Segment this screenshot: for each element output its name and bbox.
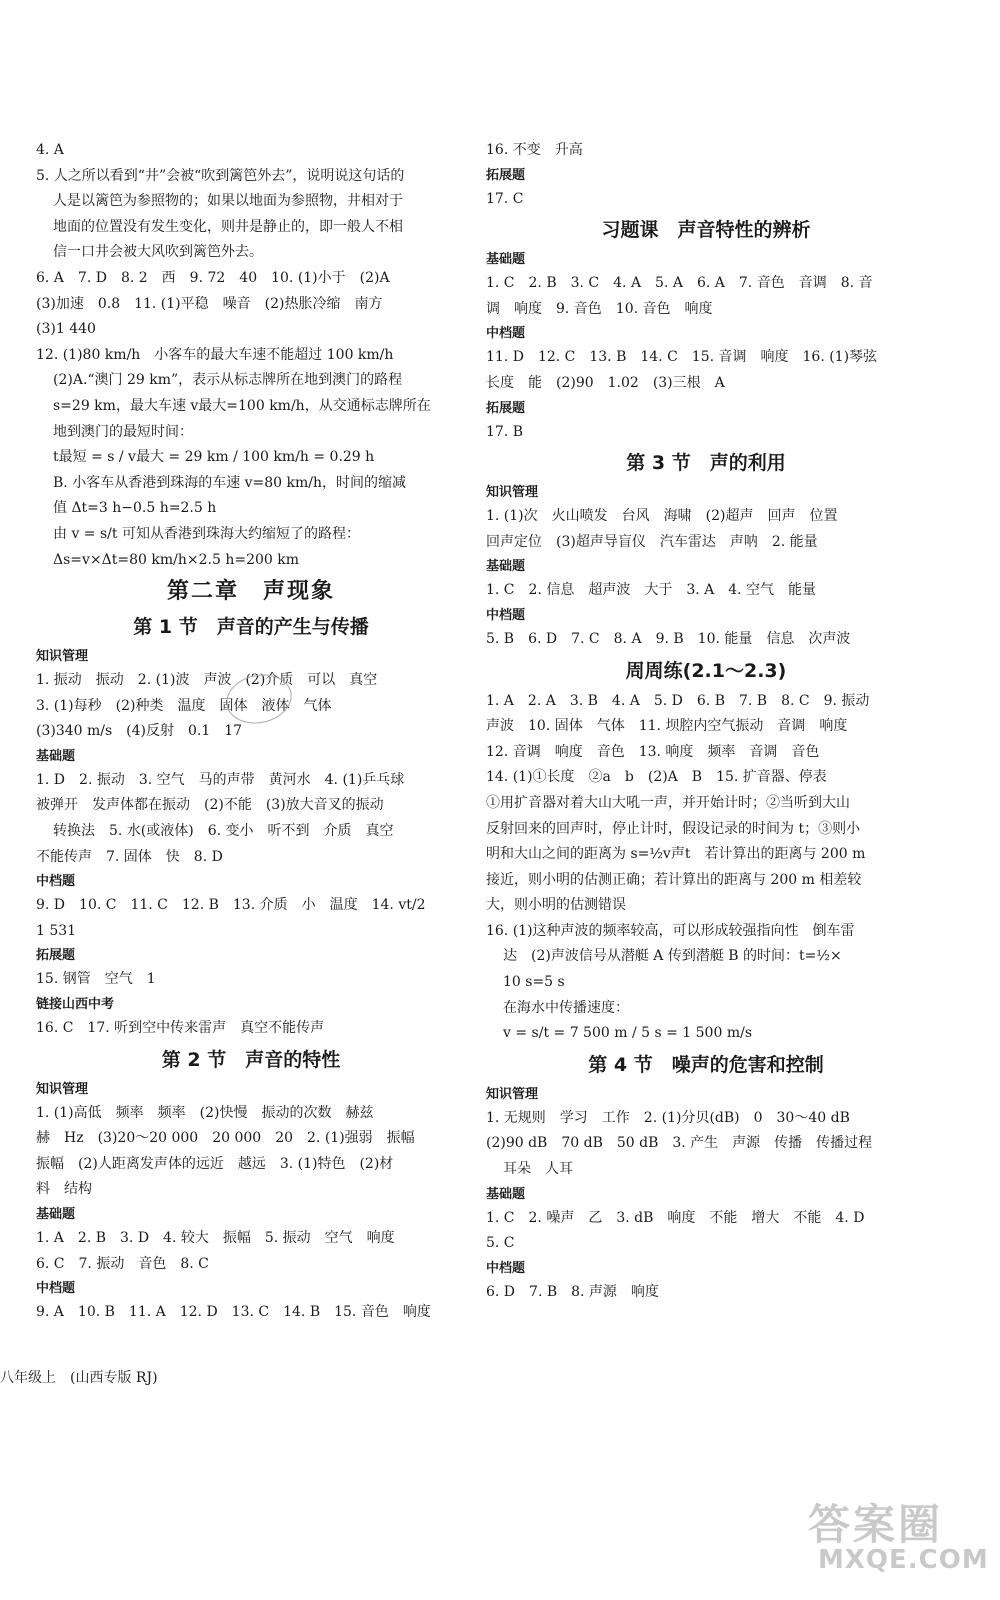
answer-line: 1. 无规则 学习 工作 2. (1)分贝(dB) 0 30～40 dB (486, 1109, 850, 1126)
answer-line: 地面的位置没有发生变化，则井是静止的，即一般人不相 (53, 218, 403, 235)
answer-line: 在海水中传播速度： (503, 999, 629, 1016)
watermark-url: MXQE.COM (818, 1545, 989, 1575)
answer-line: 转换法 5. 水(或液体) 6. 变小 听不到 介质 真空 (53, 823, 394, 840)
answer-line: (3)340 m/s (4)反射 0.1 17 (36, 723, 243, 740)
answer-line: 振幅 (2)人距离发声体的远近 越远 3. (1)特色 (2)材 (36, 1155, 394, 1172)
answer-line: 人是以篱笆为参照物的；如果以地面为参照物，井相对于 (53, 193, 403, 210)
answer-line: 被弹开 发声体都在振动 (2)不能 (3)放大音叉的振动 (36, 797, 384, 814)
answer-line: 长度 能 (2)90 1.02 (3)三根 A (486, 374, 725, 391)
answer-line: (2)A.“澳门 29 km”，表示从标志牌所在地到澳门的路程 (53, 372, 403, 389)
answer-line: 料 结构 (36, 1181, 92, 1198)
answer-line: (3)加速 0.8 11. (1)平稳 噪音 (2)热胀冷缩 南方 (36, 295, 383, 312)
answer-line: 12. (1)80 km/h 小客车的最大车速不能超过 100 km/h (36, 346, 394, 363)
answer-line: 5. C (486, 1235, 515, 1252)
answer-line: 1. 振动 振动 2. (1)波 声波 (2)介质 可以 真空 (36, 672, 378, 689)
category-label: 基础题 (36, 1207, 76, 1222)
answer-line: 耳朵 人耳 (503, 1161, 573, 1178)
answer-line: t最短 = s / v最大 = 29 km / 100 km/h = 0.29 h (53, 449, 375, 466)
answer-line: 15. 钢管 空气 1 (36, 971, 156, 988)
category-label: 拓展题 (36, 948, 76, 964)
section-title: 周周练(2.1～2.3) (625, 659, 787, 682)
category-label: 知识管理 (486, 485, 539, 501)
answer-line: (3)1 440 (36, 321, 96, 338)
answer-line: (2)90 dB 70 dB 50 dB 3. 产生 声源 传播 传播过程 (486, 1135, 873, 1152)
category-label: 基础题 (486, 252, 526, 268)
category-label: 中档题 (486, 1260, 526, 1276)
answer-line: 12. 音调 响度 音色 13. 响度 频率 音调 音色 (486, 743, 820, 760)
answer-line: 10 s=5 s (503, 974, 565, 991)
category-label: 基础题 (36, 748, 76, 764)
answer-line: 5. B 6. D 7. C 8. A 9. B 10. 能量 信息 次声波 (486, 630, 851, 647)
category-label: 中档题 (36, 1281, 76, 1297)
category-label: 链接山西中考 (36, 997, 115, 1013)
answer-line: 1. C 2. 噪声 乙 3. dB 响度 不能 增大 不能 4. D (486, 1209, 865, 1226)
answer-line: 1. A 2. A 3. B 4. A 5. D 6. B 7. B 8. C 9. 振动 (486, 692, 870, 709)
answer-line: s=29 km，最大车速 v最大=100 km/h，从交通标志牌所在 (53, 397, 431, 414)
answer-line: 3. (1)每秒 (2)种类 温度 固体 液体 气体 (36, 697, 332, 714)
answer-line: 接近，则小明的估测正确；若计算出的距离与 200 m 相差较 (486, 871, 862, 888)
left-column (36, 138, 466, 1326)
chapter-title: 第二章 声现象 (166, 579, 335, 605)
category-label: 中档题 (486, 326, 526, 342)
answer-line: 5. 人之所以看到“井”会被“吹到篱笆外去”，说明说这句话的 (36, 167, 405, 184)
category-label: 中档题 (486, 607, 526, 623)
section-title: 第 1 节 声音的产生与传播 (133, 616, 369, 639)
answer-line: 调 响度 9. 音色 10. 音色 响度 (486, 300, 713, 317)
answer-line: 16. (1)这种声波的频率较高，可以形成较强指向性 倒车雷 (486, 922, 855, 939)
answer-line: 声波 10. 固体 气体 11. 坝腔内空气振动 音调 响度 (486, 718, 848, 735)
answer-line: 赫 Hz (3)20～20 000 20 000 20 2. (1)强弱 振幅 (36, 1130, 415, 1147)
answer-line: 16. 不变 升高 (486, 142, 583, 158)
answer-line: 6. A 7. D 8. 2 西 9. 72 40 10. (1)小于 (2)A (36, 269, 390, 286)
answer-line: 1. C 2. B 3. C 4. A 5. A 6. A 7. 音色 音调 8. 音 (486, 275, 873, 292)
answer-line: 反射回来的回声时，停止计时，假设记录的时间为 t；③则小 (486, 820, 861, 837)
answer-line: 9. D 10. C 11. C 12. B 13. 介质 小 温度 14. vt/2 (36, 897, 426, 914)
answer-line: 9. A 10. B 11. A 12. D 13. C 14. B 15. 音色 响度 (36, 1304, 431, 1321)
section-title: 第 4 节 噪声的危害和控制 (588, 1053, 824, 1076)
answer-line: 1. (1)次 火山喷发 台风 海啸 (2)超声 回声 位置 (486, 508, 838, 525)
answer-line: 1. A 2. B 3. D 4. 较大 振幅 5. 振动 空气 响度 (36, 1230, 395, 1246)
answer-line: 由 v = s/t 可知从香港到珠海大约缩短了的路程： (53, 525, 360, 542)
answer-line: 信一口井会被大风吹到篱笆外去。 (53, 244, 263, 261)
right-column (486, 138, 926, 1305)
answer-line: 1 531 (36, 922, 77, 939)
section-title: 第 2 节 声音的特性 (161, 1048, 341, 1071)
category-label: 知识管理 (486, 1086, 539, 1102)
category-label: 基础题 (486, 1186, 526, 1202)
category-label: 拓展题 (486, 400, 526, 416)
section-title: 习题课 声音特性的辨析 (601, 219, 811, 242)
category-label: 拓展题 (486, 167, 526, 183)
answer-line: 大，则小明的估测错误 (486, 897, 626, 914)
answer-line: 17. B (486, 423, 524, 440)
category-label: 中档题 (36, 874, 76, 890)
answer-line: 11. D 12. C 13. B 14. C 15. 音调 响度 16. (1)琴弦 (486, 349, 878, 366)
answer-line: B. 小客车从香港到珠海的车速 v=80 km/h，时间的缩减 (53, 474, 407, 491)
category-label: 基础题 (486, 559, 526, 575)
answer-line: 17. C (486, 190, 524, 207)
answer-line: Δs=v×Δt=80 km/h×2.5 h=200 km (53, 551, 300, 568)
answer-line: 值 Δt=3 h−0.5 h=2.5 h (53, 500, 217, 517)
answer-line: ①用扩音器对着大山大吼一声，并开始计时；②当听到大山 (486, 794, 850, 811)
category-label: 知识管理 (36, 1081, 89, 1097)
section-title: 第 3 节 声的利用 (626, 452, 786, 475)
answer-line: 1. C 2. 信息 超声波 大于 3. A 4. 空气 能量 (486, 582, 817, 599)
answer-line: 4. A (36, 142, 64, 158)
answer-line: 14. (1)①长度 ②a b (2)A B 15. 扩音器、停表 (486, 769, 827, 786)
answer-line: v = s/t = 7 500 m / 5 s = 1 500 m/s (503, 1025, 752, 1042)
answer-line: 1. D 2. 振动 3. 空气 马的声带 黄河水 4. (1)乒乓球 (36, 771, 405, 788)
answer-line: 1. (1)高低 频率 频率 (2)快慢 振动的次数 赫兹 (36, 1104, 374, 1121)
answer-line: 回声定位 (3)超声导盲仪 汽车雷达 声呐 2. 能量 (486, 533, 818, 550)
answer-line: 达 (2)声波信号从潜艇 A 传到潜艇 B 的时间：t=½× (503, 948, 842, 965)
category-label: 知识管理 (36, 649, 89, 665)
answer-line: 16. C 17. 听到空中传来雷声 真空不能传声 (36, 1020, 325, 1037)
watermark-logo: 答案圈 (808, 1500, 944, 1549)
answer-line: 地到澳门的最短时间： (53, 423, 193, 440)
answer-line: 6. C 7. 振动 音色 8. C (36, 1255, 209, 1272)
answer-line: 明和大山之间的距离为 s=½v声t 若计算出的距离与 200 m (486, 846, 866, 863)
answer-line: 不能传声 7. 固体 快 8. D (36, 848, 223, 865)
answer-line: 6. D 7. B 8. 声源 响度 (486, 1283, 659, 1300)
page-footer: 八年级上 (山西专版 RJ) (0, 1370, 158, 1386)
